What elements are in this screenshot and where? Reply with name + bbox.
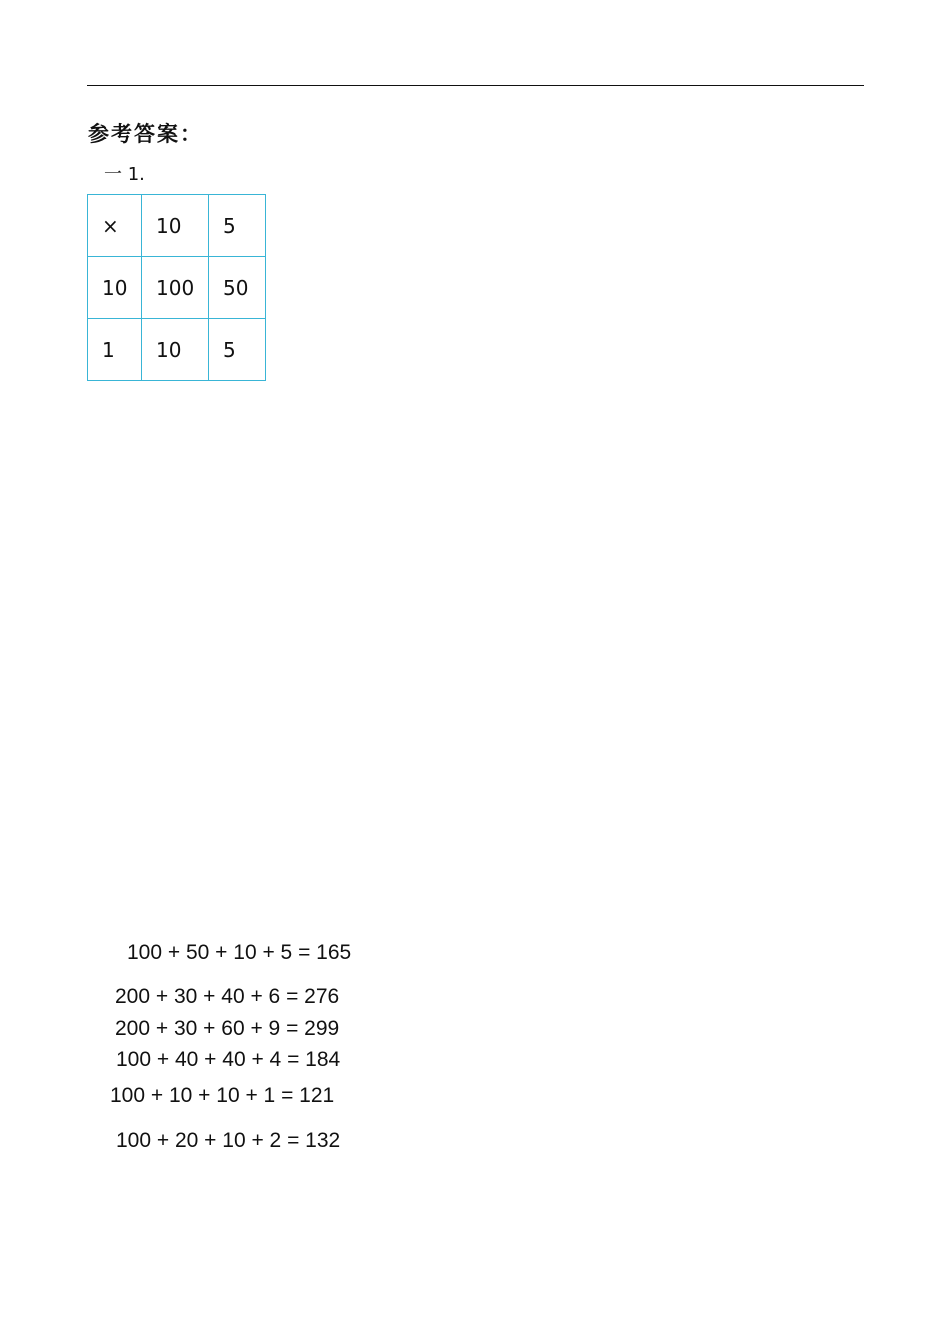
- header-rule: [87, 85, 864, 86]
- equation-line: 200 + 30 + 60 + 9 = 299: [115, 1017, 340, 1040]
- table-cell: 10: [88, 257, 142, 319]
- table-cell: 1: [88, 319, 142, 381]
- table-row: [88, 319, 266, 381]
- table-cell: 5: [209, 319, 266, 381]
- equation-line: 100 + 50 + 10 + 5 = 165: [127, 941, 352, 964]
- table-cell: 100: [142, 257, 209, 319]
- equation-line: 100 + 40 + 40 + 4 = 184: [116, 1048, 341, 1071]
- table-cell: 10: [142, 195, 209, 257]
- table-cell: 10: [142, 319, 209, 381]
- table-cell: 5: [209, 195, 266, 257]
- answer-heading: 参考答案：: [88, 121, 203, 146]
- table-row: [88, 257, 266, 319]
- question-label: 一 1.: [104, 164, 145, 185]
- table-row: [88, 195, 266, 257]
- multiplication-table: [87, 194, 266, 381]
- equation-line: 200 + 30 + 40 + 6 = 276: [115, 985, 340, 1008]
- table-cell: ×: [88, 195, 142, 257]
- table-cell: 50: [209, 257, 266, 319]
- equation-line: 100 + 10 + 10 + 1 = 121: [110, 1084, 335, 1107]
- equation-line: 100 + 20 + 10 + 2 = 132: [116, 1129, 341, 1152]
